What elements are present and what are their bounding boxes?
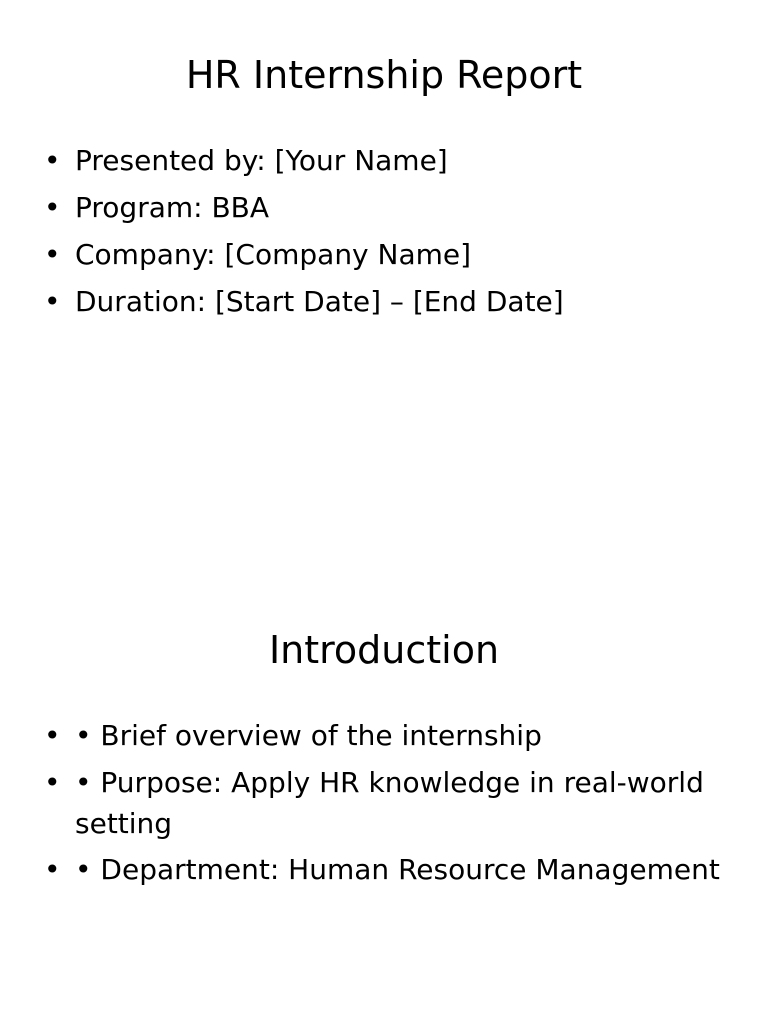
company-text: Company: [Company Name] [75,238,472,271]
slide-title: Introduction [268,628,500,672]
duration-text: Duration: [Start Date] – [End Date] [75,285,564,318]
bullet-icon: • [44,144,61,177]
list-item [0,281,768,323]
list-item [0,140,768,182]
slide-title: HR Internship Report [185,53,583,97]
list-item [0,234,768,276]
list-item [0,762,768,844]
program-text: Program: BBA [75,191,270,224]
department-text: • Department: Human Resource Management [75,853,720,886]
bullet-icon: • [44,238,61,271]
bullet-list [0,140,768,328]
presenter-text: Presented by: [Your Name] [75,144,448,177]
slide-introduction [0,576,768,1024]
purpose-text: • Purpose: Apply HR knowledge in real-world setting [75,766,704,840]
bullet-icon: • [44,285,61,318]
list-item [0,187,768,229]
bullet-icon: • [44,719,61,752]
bullet-icon: • [44,766,61,799]
list-item [0,715,768,757]
bullet-icon: • [44,853,61,886]
list-item [0,849,768,891]
bullet-icon: • [44,191,61,224]
overview-text: • Brief overview of the internship [75,719,542,752]
bullet-list [0,715,768,896]
